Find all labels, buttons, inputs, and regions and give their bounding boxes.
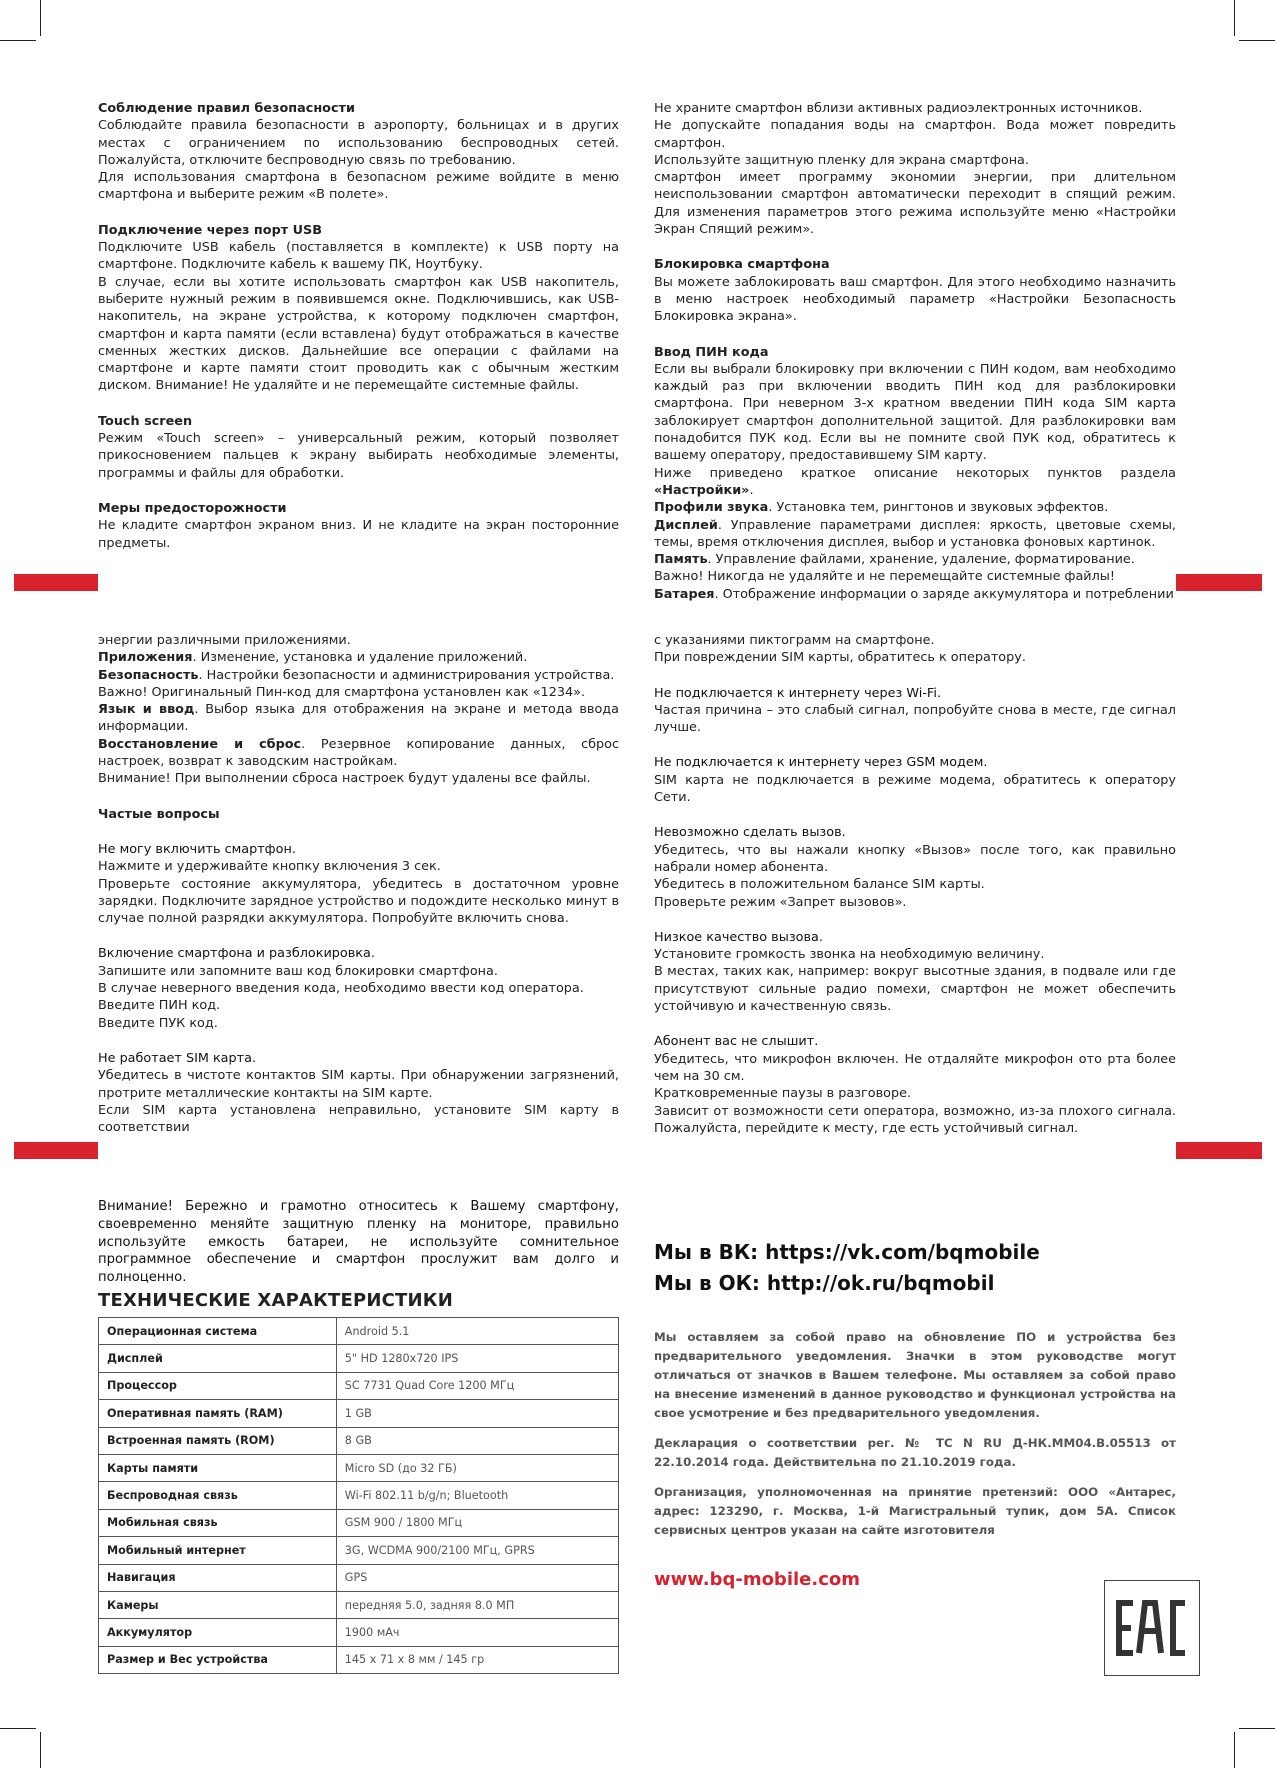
spec-label: Размер и Вес устройства <box>99 1646 337 1673</box>
paragraph <box>98 649 619 666</box>
paragraph: Режим «Touch screen» – универсальный режим, который позволяет прикосновением пальцев к экрану выбирать необходимые элементы, программы и файлы для обработки. <box>98 431 619 481</box>
spec-row <box>99 1400 619 1427</box>
paragraph <box>654 517 1176 552</box>
term-label: Язык и ввод <box>98 702 195 718</box>
term-label: «Настройки» <box>654 482 750 498</box>
paragraph: Убедитесь в положительном балансе SIM карты. <box>654 877 985 893</box>
paragraph <box>654 465 1176 500</box>
page1-left-column <box>98 100 619 552</box>
spec-value: Wi-Fi 802.11 b/g/n; Bluetooth <box>336 1482 618 1509</box>
paragraph: Запишите или запомните ваш код блокировки смартфона. <box>98 963 498 979</box>
crop-mark <box>40 1732 41 1768</box>
paragraph-text: Ниже приведено краткое описание некоторых пунктов раздела <box>654 465 1176 481</box>
paragraph: Внимание! При выполнении сброса настроек будут удалены все файлы. <box>98 771 591 787</box>
spec-label: Операционная система <box>99 1318 337 1345</box>
paragraph-text: . Выбор языка для отображения на экране и метода ввода информации. <box>98 702 619 735</box>
spec-label: Встроенная память (ROM) <box>99 1427 337 1454</box>
crop-mark <box>1239 40 1275 41</box>
paragraph: Проверьте режим «Запрет вызовов». <box>654 894 907 910</box>
paragraph-text: . Настройки безопасности и администрирования устройства. <box>198 667 615 683</box>
paragraph: Не допускайте попадания воды на смартфон. Вода может повредить смартфон. <box>654 118 1176 151</box>
term-label: Профили звука <box>654 500 769 516</box>
eac-mark-icon <box>1105 1581 1199 1675</box>
spec-label: Процессор <box>99 1372 337 1399</box>
spec-label: Аккумулятор <box>99 1619 337 1646</box>
paragraph: При повреждении SIM карты, обратитесь к оператору. <box>654 650 1026 666</box>
faq-question: Не могу включить смартфон. <box>98 841 296 857</box>
faq-question: Низкое качество вызова. <box>654 929 823 945</box>
paragraph: энергии различными приложениями. <box>98 633 351 648</box>
fold-marker <box>14 574 98 591</box>
crop-mark <box>1234 1732 1235 1768</box>
paragraph: Если SIM карта установлена неправильно, установите SIM карту в соответствии <box>98 1102 619 1136</box>
section-heading: Ввод ПИН кода <box>654 344 769 360</box>
paragraph: смартфон имеет программу экономии энергии, при длительном неиспользовании смартфон автоматически переходит в спящий режим. Для изменения параметров этого режима используйте меню «Настройки Экран Спящий режим». <box>654 170 1176 238</box>
page2-left-column <box>98 632 619 1136</box>
crop-mark <box>1239 1728 1275 1729</box>
paragraph: Кратковременные паузы в разговоре. <box>654 1086 912 1102</box>
spec-value: 145 x 71 x 8 мм / 145 гр <box>336 1646 618 1673</box>
spec-value: 5" HD 1280x720 IPS <box>336 1345 618 1372</box>
spec-value: 1 GB <box>336 1400 618 1427</box>
spec-row <box>99 1509 619 1536</box>
section-heading: Меры предосторожности <box>98 500 287 516</box>
crop-mark <box>0 40 36 41</box>
fold-marker <box>1176 1142 1262 1159</box>
faq-question: Включение смартфона и разблокировка. <box>98 946 375 962</box>
fold-marker <box>1176 574 1262 591</box>
paragraph-text: . Отображение информации о заряде аккумулятора и потреблении <box>714 586 1174 602</box>
spec-row <box>99 1345 619 1372</box>
care-warning: Внимание! Бережно и грамотно относитесь к Вашему смартфону, своевременно меняйте защитную пленку на мониторе, правильно используйте емкость батареи, не используйте сомнительное программное обеспечение и смартфон прослужит вам долго и полноценно. <box>98 1199 619 1286</box>
paragraph: Подключите USB кабель (поставляется в комплекте) к USB порту на смартфоне. Подключите кабель к вашему ПК, Ноутбуку. <box>98 240 619 273</box>
spec-value: GPS <box>336 1564 618 1591</box>
spec-label: Мобильная связь <box>99 1509 337 1536</box>
faq-question: Не подключается к интернету через Wi-Fi. <box>654 685 941 701</box>
term-label: Восстановление и сброс <box>98 736 302 752</box>
section-heading: Блокировка смартфона <box>654 257 830 273</box>
spec-row <box>99 1537 619 1564</box>
spec-label: Оперативная память (RAM) <box>99 1400 337 1427</box>
spec-row <box>99 1591 619 1618</box>
paragraph: Важно! Никогда не удаляйте и не перемещайте системные файлы! <box>654 569 1116 585</box>
paragraph: с указаниями пиктограмм на смартфоне. <box>654 633 935 648</box>
paragraph: Установите громкость звонка на необходимую величину. <box>654 947 1045 963</box>
spec-row <box>99 1454 619 1481</box>
spec-value: SC 7731 Quad Core 1200 МГц <box>336 1372 618 1399</box>
term-label: Безопасность <box>98 667 199 683</box>
crop-mark <box>40 0 41 36</box>
specs-title: ТЕХНИЧЕСКИЕ ХАРАКТЕРИСТИКИ <box>98 1290 453 1311</box>
spec-value: 3G, WCDMA 900/2100 МГц, GPRS <box>336 1537 618 1564</box>
spec-row <box>99 1372 619 1399</box>
vk-link[interactable]: Мы в ВК: https://vk.com/bqmobile <box>654 1240 1040 1264</box>
paragraph <box>654 551 1176 568</box>
paragraph: Соблюдайте правила безопасности в аэропорту, больницах и в других местах с ограничением по использованию беспроводных сетей. Пожалуйста, отключите беспроводную связь по требованию. <box>98 118 619 168</box>
paragraph: Для использования смартфона в безопасном режиме войдите в меню смартфона и выберите режим «В полете». <box>98 170 619 203</box>
social-links <box>654 1237 1040 1299</box>
paragraph <box>98 701 619 736</box>
paragraph: Вы можете заблокировать ваш смартфон. Для этого необходимо назначить в меню настроек необходимый параметр «Настройки Безопасность Блокировка экрана». <box>654 274 1176 325</box>
spec-row <box>99 1564 619 1591</box>
paragraph: Не кладите смартфон экраном вниз. И не кладите на экран посторонние предметы. <box>98 518 619 551</box>
paragraph <box>654 586 1176 603</box>
paragraph: Частая причина – это слабый сигнал, попробуйте снова в месте, где сигнал лучше. <box>654 702 1176 736</box>
section-heading: Частые вопросы <box>98 806 220 822</box>
faq-question: Не подключается к интернету через GSM модем. <box>654 755 988 771</box>
faq-question: Невозможно сделать вызов. <box>654 825 846 841</box>
legal-paragraph: Мы оставляем за собой право на обновление ПО и устройства без предварительного уведомления. Значки в этом руководстве могут отличаться от значков в Вашем телефоне. Мы оставляем за собой право на внесение изменений в данное руководство и функционал устройства на свое усмотрение и без предварительного уведомления. <box>654 1330 1176 1420</box>
spec-value: Android 5.1 <box>336 1318 618 1345</box>
paragraph: Проверьте состояние аккумулятора, убедитесь в достаточном уровне зарядки. Подключите зарядное устройство и подождите несколько минут в случае полной разрядки аккумулятора. Попробуйте включить снова. <box>98 876 619 927</box>
paragraph: Убедитесь, что микрофон включен. Не отдаляйте микрофон ото рта более чем на 30 см. <box>654 1051 1176 1084</box>
spec-label: Беспроводная связь <box>99 1482 337 1509</box>
paragraph <box>654 499 1176 516</box>
paragraph: Используйте защитную пленку для экрана смартфона. <box>654 152 1029 168</box>
paragraph-text: . Резервное копирование данных, сброс настроек, возврат к заводским настройкам. <box>98 736 620 770</box>
website-link[interactable]: www.bq-mobile.com <box>654 1569 860 1590</box>
paragraph: SIM карта не подключается в режиме модема, обратитесь к оператору Сети. <box>654 772 1176 806</box>
paragraph: В местах, таких как, например: вокруг высотные здания, в подвале или где присутствуют сильные радио помехи, смартфон не может обеспечить устойчивую и качественную связь. <box>654 964 1176 1015</box>
section-heading: Touch screen <box>98 413 193 429</box>
fold-marker <box>14 1142 98 1159</box>
paragraph-text: . <box>749 482 754 498</box>
spec-row <box>99 1427 619 1454</box>
legal-paragraph: Декларация о соответствии рег. № ТС N RU Д-НК.ММ04.В.05513 от 22.10.2014 года. Действительна по 21.10.2019 года. <box>654 1436 1176 1469</box>
paragraph: Введите ПИН код. <box>98 998 221 1014</box>
spec-label: Мобильный интернет <box>99 1537 337 1564</box>
paragraph: В случае неверного введения кода, необходимо ввести код оператора. <box>98 981 584 997</box>
spec-value: 8 GB <box>336 1427 618 1454</box>
paragraph-text: . Управление параметрами дисплея: яркость, цветовые схемы, темы, время отключения дисплея, выбор и установка фоновых картинок. <box>654 517 1176 550</box>
spec-label: Карты памяти <box>99 1454 337 1481</box>
spec-row <box>99 1619 619 1646</box>
paragraph-text: . Управление файлами, хранение, удаление, форматирование. <box>707 552 1135 568</box>
paragraph: Нажмите и удерживайте кнопку включения 3 сек. <box>98 859 441 875</box>
paragraph: Введите ПУК код. <box>98 1015 218 1031</box>
legal-paragraph: Организация, уполномоченная на принятие претензий: ООО «Антарес, адрес: 123290, г. Москва, 1-й Магистральный тупик, дом 5А. Список сервисных центров указан на сайте изготовителя <box>654 1485 1176 1537</box>
paragraph: В случае, если вы хотите использовать смартфон как USB накопитель, выберите нужный режим в появившемся окне. Подключившись, как USB-накопитель, на экране устройства, к которому подключен смартфон, смартфон и карта памяти (если вставлена) будут отображаться в качестве сменных жестких дисков. Дальнейшие все операции с файлами на смартфоне и карте памяти стоит проводить как с обычным жестким диском. Внимание! Не удаляйте и не перемещайте системные файлы. <box>98 274 619 394</box>
paragraph: Не храните смартфон вблизи активных радиоэлектронных источников. <box>654 101 1143 116</box>
spec-label: Навигация <box>99 1564 337 1591</box>
page2-right-column <box>654 632 1176 1137</box>
eac-certification-logo <box>1104 1580 1200 1676</box>
ok-link[interactable]: Мы в ОК: http://ok.ru/bqmobil <box>654 1271 995 1295</box>
paragraph-text: . Установка тем, рингтонов и звуковых эффектов. <box>768 500 1109 516</box>
faq-question: Не работает SIM карта. <box>98 1050 257 1066</box>
paragraph <box>98 736 619 771</box>
faq-question: Абонент вас не слышит. <box>654 1034 819 1050</box>
section-heading: Соблюдение правил безопасности <box>98 101 355 116</box>
paragraph: Убедитесь, что вы нажали кнопку «Вызов» после того, как правильно набрали номер абонента. <box>654 842 1176 875</box>
spec-value: 1900 мАч <box>336 1619 618 1646</box>
specs-table <box>98 1317 619 1674</box>
page1-right-column <box>654 100 1176 603</box>
term-label: Приложения <box>98 650 193 666</box>
spec-row <box>99 1646 619 1673</box>
spec-row <box>99 1318 619 1345</box>
term-label: Память <box>654 552 708 568</box>
crop-mark <box>1234 0 1235 36</box>
paragraph: Если вы выбрали блокировку при включении с ПИН кодом, вам необходимо каждый раз при включении вводить ПИН код для разблокировки смартфона. При неверном 3-х кратном введении ПИН кода SIM карта заблокирует смартфон дополнительной защитой. Для разблокировки вам понадобится ПУК код. Если вы не помните свой ПУК код, обратитесь к вашему оператору, предоставившему SIM карту. <box>654 361 1176 464</box>
paragraph-text: . Изменение, установка и удаление приложений. <box>192 650 528 666</box>
spec-label: Камеры <box>99 1591 337 1618</box>
paragraph: Зависит от возможности сети оператора, возможно, из-за плохого сигнала. Пожалуйста, перейдите к месту, где есть устойчивый сигнал. <box>654 1103 1176 1136</box>
term-label: Дисплей <box>654 517 718 533</box>
paragraph <box>98 667 619 684</box>
crop-mark <box>0 1728 36 1729</box>
spec-value: Micro SD (до 32 ГБ) <box>336 1454 618 1481</box>
paragraph: Убедитесь в чистоте контактов SIM карты. При обнаружении загрязнений, протрите металлические контакты на SIM карте. <box>98 1068 619 1101</box>
spec-row <box>99 1482 619 1509</box>
term-label: Батарея <box>654 586 715 602</box>
spec-value: передняя 5.0, задняя 8.0 МП <box>336 1591 618 1618</box>
legal-notice <box>654 1328 1176 1540</box>
section-heading: Подключение через порт USB <box>98 222 322 238</box>
paragraph: Важно! Оригинальный Пин-код для смартфона установлен как «1234». <box>98 684 586 700</box>
spec-value: GSM 900 / 1800 МГц <box>336 1509 618 1536</box>
spec-label: Дисплей <box>99 1345 337 1372</box>
